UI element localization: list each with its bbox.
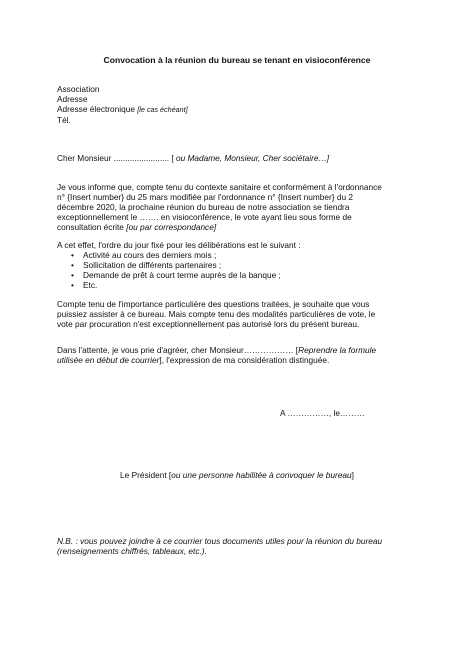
signature-line: Le Président [ou une personne habilitée à convoquer le bureau] xyxy=(120,470,354,480)
paragraph-line: n° {Insert number} du 25 mars modifiée par l'ordonnance n° {Insert number} du 2 xyxy=(57,192,354,203)
address-email-note: [le cas échéant] xyxy=(137,105,188,115)
address-line-tel: Tél. xyxy=(57,115,71,125)
paragraph-line: utilisée en début de courrier], l'expression de ma considération distinguée. xyxy=(57,355,330,366)
paragraph-line: exceptionnellement le ……. en visioconférence, le vote ayant lieu sous forme de xyxy=(57,212,352,223)
greeting-line xyxy=(57,153,417,163)
agenda-section xyxy=(57,240,417,291)
paragraph-line: Compte tenu de l'importance particulière des questions traitées, je souhaite que vous xyxy=(57,299,370,309)
signature-note: ou une personne habilitée à convoquer le bureau xyxy=(171,470,352,480)
closing-note-part1: Reprendre la formule xyxy=(298,345,377,355)
address-line-association: Association xyxy=(57,84,100,94)
agenda-item: • Etc. xyxy=(83,280,417,290)
place-date-line: A ……………, le……… xyxy=(280,408,365,418)
note-line: N.B. : vous pouvez joindre à ce courrier tous documents utiles pour la réunion du bureau xyxy=(57,536,383,546)
correspondence-note: [ou par correspondance] xyxy=(126,222,217,233)
greeting-text: Cher Monsieur ........................ [ xyxy=(57,153,176,163)
agenda-item: • Sollicitation de différents partenaires ; xyxy=(83,260,417,270)
paragraph-line: consultation écrite [ou par correspondance] xyxy=(57,222,217,233)
note-line: (renseignements chiffrés, tableaux, etc.). xyxy=(57,546,207,557)
sender-address-block xyxy=(57,84,417,125)
address-line-adresse: Adresse xyxy=(57,94,88,105)
agenda-intro: A cet effet, l'ordre du jour fixé pour les délibérations est le suivant : xyxy=(57,240,301,250)
agenda-item: • Activité au cours des derniers mois ; xyxy=(83,250,417,260)
paragraph-line: vote par procuration n'est exceptionnellement pas autorisé lors du présent bureau. xyxy=(57,319,360,330)
paragraph-line: Dans l'attente, je vous prie d'agréer, cher Monsieur……………… [Reprendre la formule xyxy=(57,345,377,355)
paragraph-intro xyxy=(57,182,417,233)
paragraph-line: décembre 2020, la prochaine réunion du bureau de notre association se tiendra xyxy=(57,202,350,213)
agenda-list xyxy=(57,250,417,290)
document-title: Convocation à la réunion du bureau se tenant en visioconférence xyxy=(103,55,371,65)
greeting-alternative: ou Madame, Monsieur, Cher sociétaire…] xyxy=(175,153,330,163)
closing-paragraph xyxy=(57,345,417,365)
paragraph-line: puissiez assister à ce bureau. Mais compte tenu des modalités particulières de vote, le xyxy=(57,309,376,320)
paragraph-attendance xyxy=(57,299,417,329)
closing-note-part2: utilisée en début de courrier xyxy=(57,355,160,366)
paragraph-line: Je vous informe que, compte tenu du contexte sanitaire et conformément à l'ordonnance xyxy=(57,182,382,192)
nb-note xyxy=(57,536,417,556)
agenda-item: • Demande de prêt à court terme auprès de la banque ; xyxy=(83,270,417,280)
address-line-email: Adresse électronique [le cas échéant] xyxy=(57,104,188,115)
